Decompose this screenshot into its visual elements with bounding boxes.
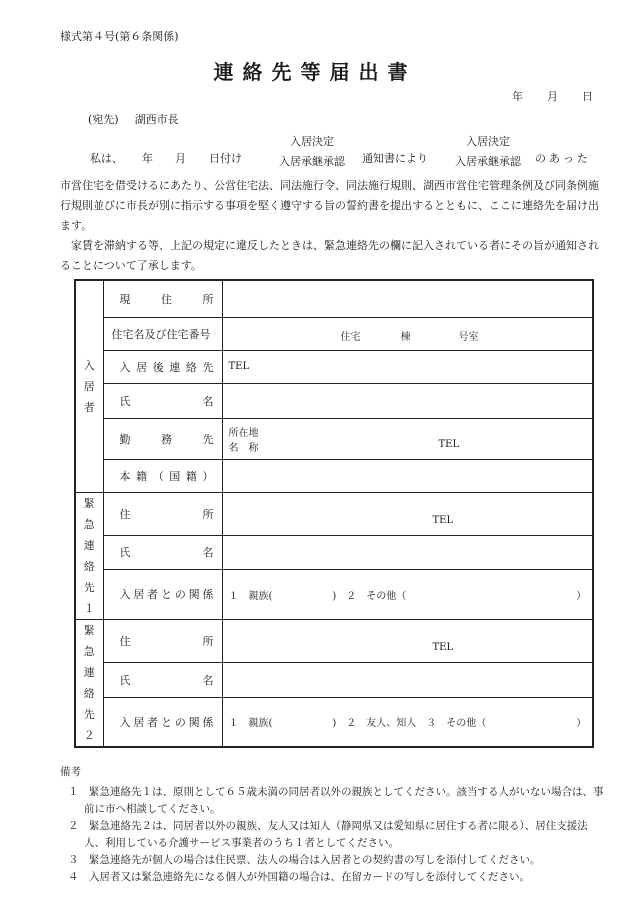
workplace-tel-label: TEL — [438, 438, 460, 450]
table-row — [75, 570, 593, 619]
note-item: ２ 緊急連絡先２は、同居者以外の親族、友人又は知人（静岡県又は愛知県に居住する者に限る）、居住支援法人、利用している介護サービス事業者のうち１者としてください。 — [68, 820, 588, 849]
emergency2-relation-options: １ 親族( ) ２ 友人、知人 ３ その他（ ） — [228, 718, 587, 730]
emergency2-address-label — [103, 619, 222, 662]
emergency1-group-label: 緊 急 連 絡 先 １ — [75, 492, 103, 619]
field-label: 住 所 — [119, 507, 214, 521]
emergency1-address-label — [103, 492, 222, 535]
emergency2-relation-label — [103, 697, 222, 746]
table-row — [75, 383, 593, 418]
table-row — [75, 492, 593, 535]
workplace-name-label: 名 称 — [228, 442, 259, 454]
post-move-contact-label — [103, 350, 222, 383]
field-label: 入 居 者 と の 関 係 — [119, 715, 214, 729]
emergency2-tel-label: TEL — [432, 641, 454, 653]
date-month-label: 月 — [547, 90, 558, 103]
form-number: 様式第４号(第６条関係) — [60, 30, 179, 43]
field-label: 現 住 所 — [119, 292, 214, 306]
emergency2-address-field[interactable] — [222, 619, 593, 662]
option-move-in-decision-2: 入居決定 — [466, 135, 510, 148]
preamble-subject: 私は、 — [90, 152, 123, 165]
notes-heading: 備考 — [60, 766, 81, 778]
preamble-options-right — [448, 132, 528, 172]
workplace-field[interactable] — [222, 418, 593, 459]
addressee — [88, 111, 179, 127]
table-row — [75, 662, 593, 697]
option-move-in-decision: 入居決定 — [290, 135, 334, 148]
preamble-month: 月 — [175, 152, 186, 165]
field-label: 勤 務 先 — [119, 432, 214, 446]
table-row — [75, 697, 593, 746]
field-label: 入 居 者 と の 関 係 — [119, 588, 214, 602]
emergency1-relation-options: １ 親族( ) ２ その他（ ） — [228, 590, 587, 602]
resident-address-label — [103, 280, 222, 317]
emergency1-address-field[interactable] — [222, 492, 593, 535]
domicile-field[interactable] — [222, 459, 593, 492]
workplace-location-label: 所在地 — [228, 427, 259, 439]
field-label: 本 籍 （ 国 籍 ） — [119, 469, 214, 483]
field-label: 住 所 — [119, 634, 214, 648]
table-row — [75, 350, 593, 383]
emergency1-name-label — [103, 535, 222, 570]
resident-address-field[interactable] — [222, 280, 593, 317]
addressee-name: 湖西市長 — [134, 113, 179, 126]
table-row — [75, 280, 593, 317]
option-succession-approval: 入居承継承認 — [279, 155, 345, 168]
preamble-year: 年 — [142, 152, 153, 165]
emergency1-name-field[interactable] — [222, 535, 593, 570]
table-row — [75, 418, 593, 459]
tel-label: TEL — [228, 361, 250, 372]
emergency1-tel-label: TEL — [432, 514, 454, 526]
date-year-label: 年 — [512, 90, 523, 103]
preamble-tail: のあった — [535, 152, 591, 165]
note-item: ３ 緊急連絡先が個人の場合は住民票、法人の場合は入居者との契約書の写しを添付してください。 — [68, 854, 541, 866]
resident-name-field[interactable] — [222, 383, 593, 418]
contact-table — [74, 279, 594, 748]
emergency1-relation-field[interactable] — [222, 570, 593, 619]
note-item: １ 緊急連絡先１は、原則として６５歳未満の同居者以外の親族としてください。該当する人がいない場合は、事前に市へ相談してください。 — [68, 786, 604, 815]
page-title: 連絡先等届出書 — [213, 60, 417, 84]
housing-label: 住宅名及び住宅番号 — [103, 317, 222, 350]
housing-room-label: 号室 — [458, 331, 479, 343]
domicile-label — [103, 459, 222, 492]
emergency2-name-field[interactable] — [222, 662, 593, 697]
field-label: 入 居 後 連 絡 先 — [119, 360, 214, 374]
table-row — [75, 317, 593, 350]
resident-name-label — [103, 383, 222, 418]
field-label: 氏 名 — [119, 546, 214, 560]
table-row — [75, 459, 593, 492]
workplace-name-row — [229, 439, 593, 454]
addressee-label: (宛先) — [88, 113, 119, 126]
preamble-day: 日付け — [209, 152, 242, 165]
field-label: 氏 名 — [119, 673, 214, 687]
preamble-consent: 家賃を滞納する等、上記の規定に違反したときは、緊急連絡先の欄に記入されている者にその旨が通知されることについて了承します。 — [60, 239, 599, 272]
post-move-contact-field[interactable] — [222, 350, 593, 383]
field-label: 氏 名 — [119, 394, 214, 408]
table-row — [75, 535, 593, 570]
emergency2-relation-field[interactable] — [222, 697, 593, 746]
preamble-body: 市営住宅を借受けるにあたり、公営住宅法、同法施行令、同法施行規則、湖西市営住宅管理条例及び同条例施行規則並びに市長が別に指示する事項を堅く遵守する旨の誓約書を提出するとともに、ここに連絡先を届け出ます。 — [60, 179, 599, 232]
option-succession-approval-2: 入居承継承認 — [455, 155, 521, 168]
table-row — [75, 619, 593, 662]
housing-field[interactable] — [222, 317, 593, 350]
housing-name-label: 住宅 — [340, 331, 361, 343]
note-item: ４ 入居者又は緊急連絡先になる個人が外国籍の場合は、在留カードの写しを添付してください。 — [68, 871, 530, 883]
emergency2-group-label: 緊 急 連 絡 先 ２ — [75, 619, 103, 747]
workplace-label — [103, 418, 222, 459]
notes-section — [60, 764, 605, 886]
housing-building-label: 棟 — [400, 331, 411, 343]
preamble-middle: 通知書により — [362, 152, 428, 165]
emergency1-relation-label — [103, 570, 222, 619]
preamble-options-left — [272, 132, 352, 172]
date-day-label: 日 — [582, 90, 593, 103]
emergency2-name-label — [103, 662, 222, 697]
resident-group-label: 入 居 者 — [75, 280, 103, 492]
